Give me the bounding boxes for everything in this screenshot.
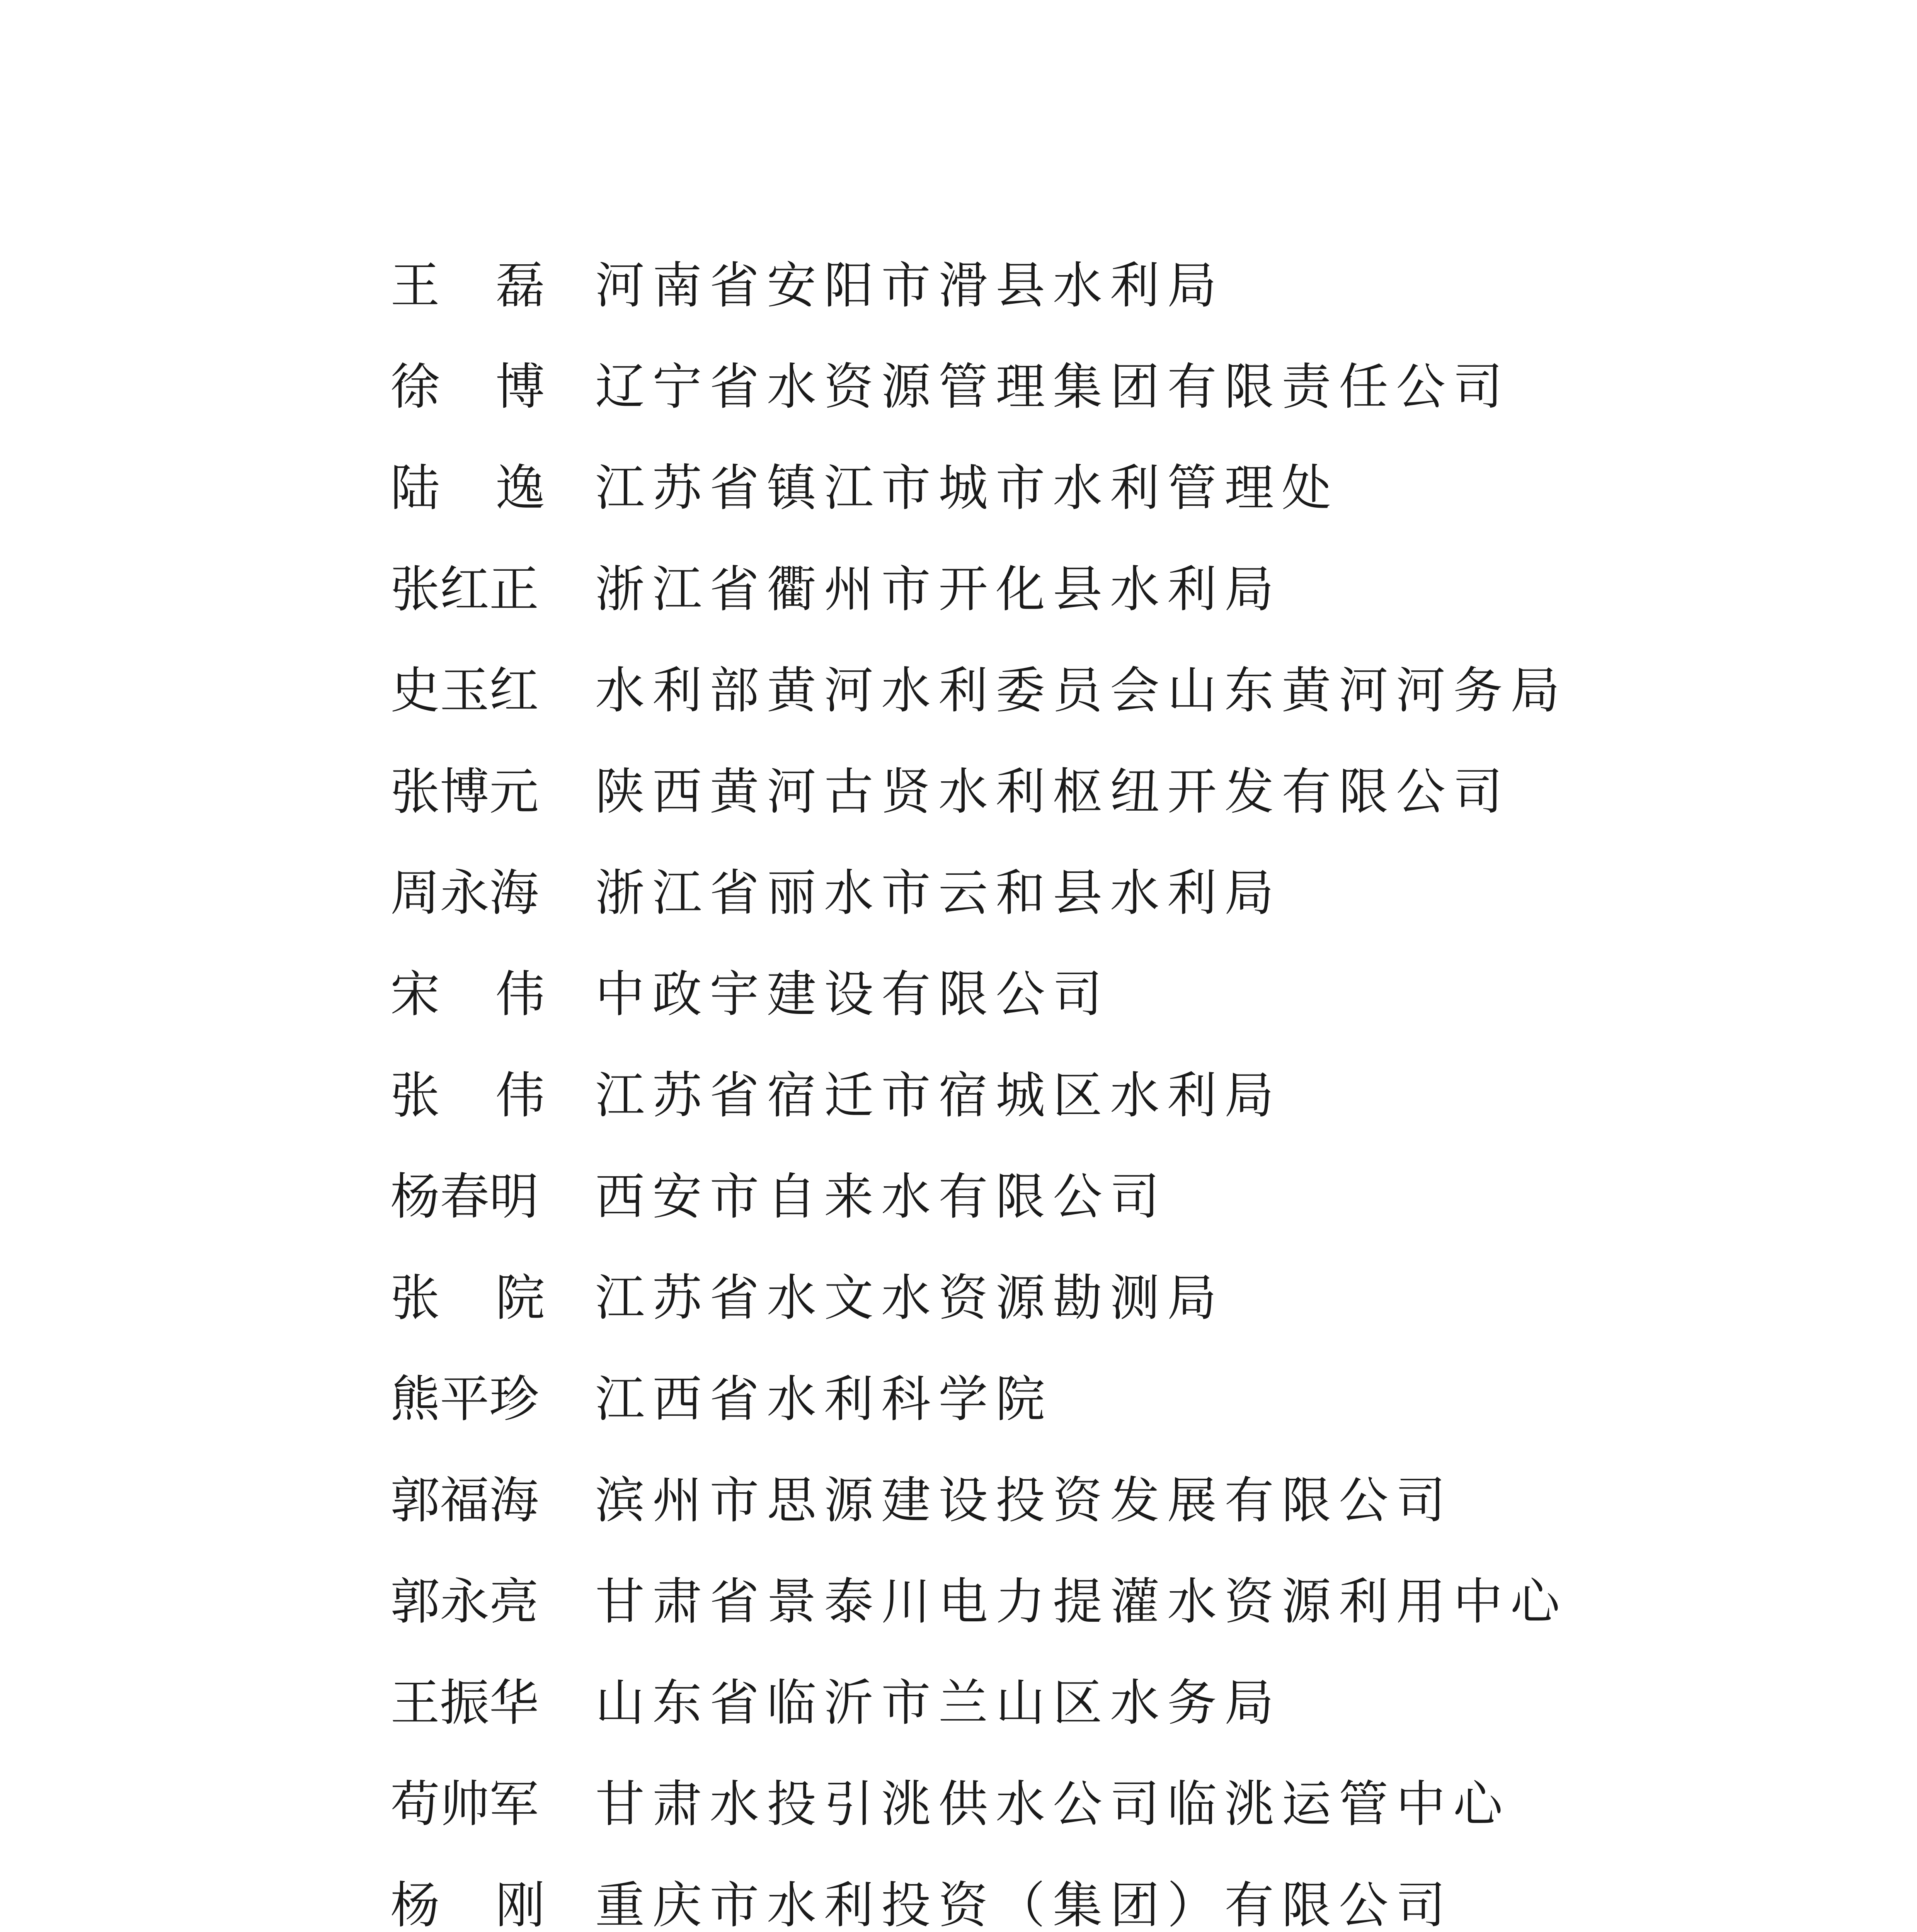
list-item [390,855,1782,956]
list-item [390,349,1782,450]
person-name [390,855,545,932]
name-part: 磊 [495,257,545,315]
person-name [390,349,545,426]
person-name [390,1260,545,1337]
organization: 陕西黄河古贤水利枢纽开发有限公司 [595,763,1511,821]
name-part: 刚 [495,1877,545,1932]
name-part: 陆 [390,459,440,517]
organization: 西安市自来水有限公司 [595,1168,1168,1226]
name-part: 郭福海 [390,1472,539,1529]
name-part: 徐 [390,358,440,416]
name-part: 杨 [390,1877,440,1932]
organization: 甘肃省景泰川电力提灌水资源利用中心 [595,1573,1568,1631]
organization: 江苏省宿迁市宿城区水利局 [595,1067,1282,1124]
organization: 江苏省水文水资源勘测局 [595,1269,1225,1327]
name-part: 周永海 [390,864,539,922]
list-item [390,652,1782,753]
name-part: 院 [495,1269,545,1327]
list-item [390,1867,1782,1932]
organization: 山东省临沂市兰山区水务局 [595,1674,1282,1732]
person-name [390,1361,545,1438]
name-part: 王振华 [390,1674,539,1732]
name-part: 伟 [495,1067,545,1124]
person-name [390,1057,545,1134]
organization: 滨州市思源建设投资发展有限公司 [595,1472,1454,1529]
name-part: 熊平珍 [390,1371,539,1428]
list-item [390,1766,1782,1867]
name-part: 博 [495,358,545,416]
list-item [390,753,1782,855]
organization: 中政宇建设有限公司 [595,966,1110,1023]
person-name [390,1665,545,1742]
organization: 浙江省丽水市云和县水利局 [595,864,1282,922]
name-part: 杨春明 [390,1168,539,1226]
person-name [390,450,545,527]
organization: 水利部黄河水利委员会山东黄河河务局 [595,662,1568,719]
list-item [390,956,1782,1057]
name-part: 逸 [495,459,545,517]
name-part: 张 [390,1067,440,1124]
organization: 浙江省衢州市开化县水利局 [595,561,1282,618]
list-item [390,1665,1782,1766]
list-item [390,551,1782,652]
organization: 甘肃水投引洮供水公司临洮运管中心 [595,1776,1511,1833]
person-name [390,1867,545,1932]
person-name [390,1766,545,1843]
person-name [390,551,545,628]
person-name [390,753,545,831]
list-item [390,450,1782,551]
name-part: 张 [390,1269,440,1327]
name-part: 张红正 [390,561,539,618]
list-item [390,1158,1782,1260]
list-item [390,1361,1782,1462]
organization: 江苏省镇江市城市水利管理处 [595,459,1339,517]
name-part: 苟帅军 [390,1776,539,1833]
name-part: 史玉红 [390,662,539,719]
person-name [390,1563,545,1641]
list-item [390,247,1782,349]
name-part: 王 [390,257,440,315]
person-name [390,1462,545,1539]
person-name [390,1158,545,1236]
name-part: 张博元 [390,763,539,821]
list-item [390,1260,1782,1361]
name-list [390,247,1782,1932]
name-part: 宋 [390,966,440,1023]
list-item [390,1462,1782,1563]
organization: 辽宁省水资源管理集团有限责任公司 [595,358,1511,416]
person-name [390,247,545,325]
person-name [390,956,545,1033]
organization: 江西省水利科学院 [595,1371,1053,1428]
name-part: 伟 [495,966,545,1023]
person-name [390,652,545,730]
list-item [390,1057,1782,1158]
name-part: 郭永亮 [390,1573,539,1631]
organization: 河南省安阳市滑县水利局 [595,257,1225,315]
list-item [390,1563,1782,1665]
organization: 重庆市水利投资（集团）有限公司 [595,1877,1454,1932]
